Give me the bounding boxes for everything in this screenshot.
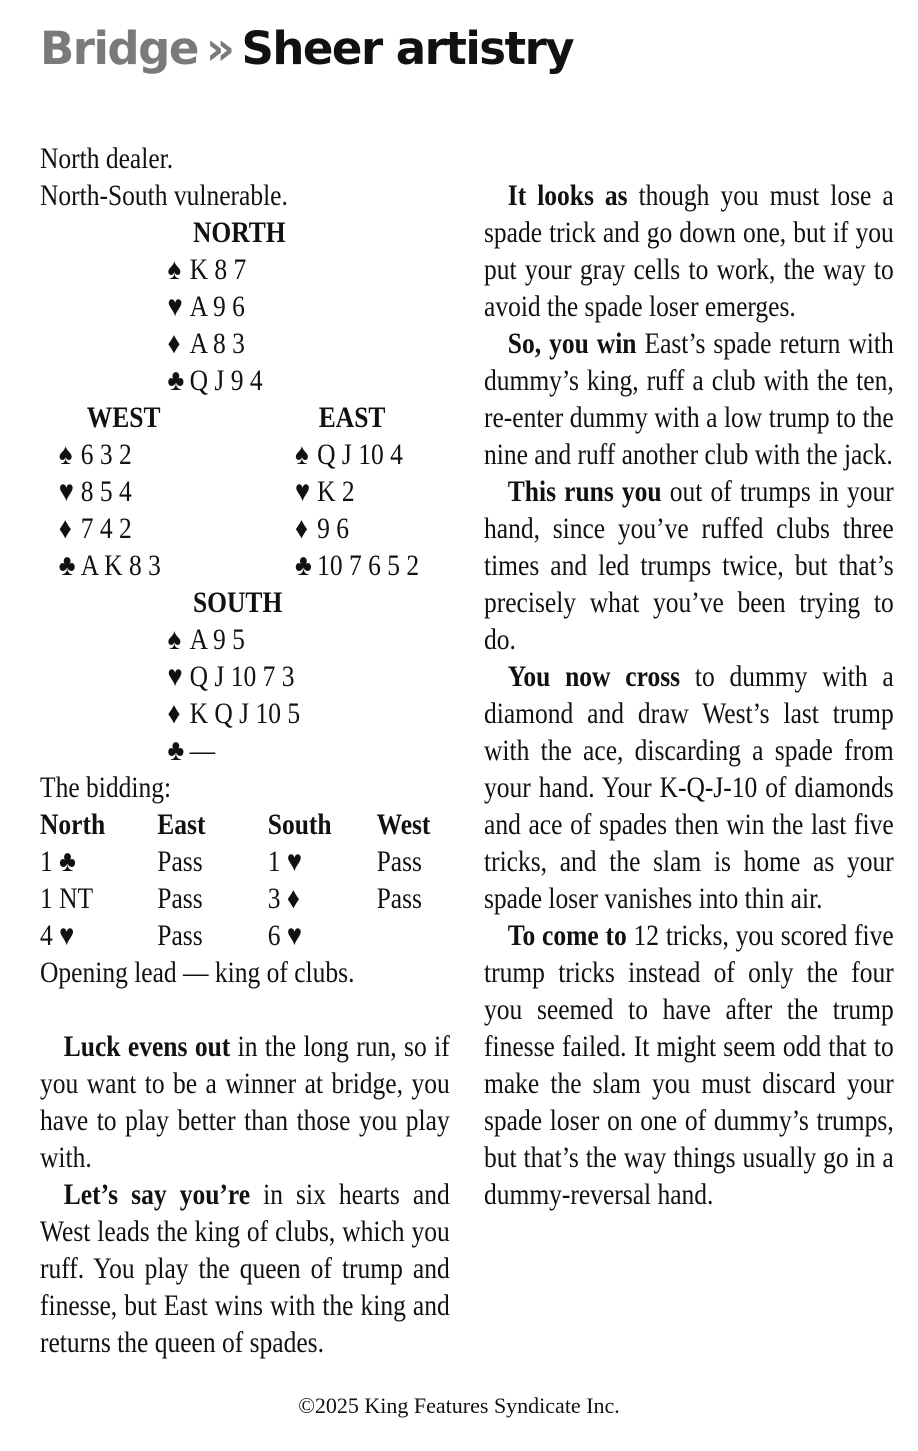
paragraph-text: out of trumps in your hand, since you’ve ruffed clubs three times and led trumps twice, but that’s precisely what you’ve been trying to do. [484, 475, 894, 656]
west-hearts: 8 5 4 [80, 475, 132, 508]
bidding-header-east: East [157, 808, 206, 841]
club-icon: ♣ [295, 549, 312, 582]
hand-clubs: — [189, 734, 216, 767]
paragraph-text: in the long run, so if you want to be a winner at bridge, you have to play better than those you play with. [40, 1030, 450, 1174]
west-spades: 6 3 2 [80, 438, 132, 471]
diamond-icon: ♦ [167, 697, 181, 730]
bidding-header-row [40, 806, 450, 843]
bid-cell: 4 ♥ [40, 919, 75, 952]
bidding-row [40, 843, 450, 880]
bid-cell: Pass [157, 845, 203, 878]
hand-spades: K 8 7 [189, 253, 247, 286]
bidding-header-south: South [267, 808, 332, 841]
paragraph-text: though you must lose a spade trick and go down one, but if you put your gray cells to work, the way to avoid the spade loser emerges. [484, 179, 894, 323]
spade-icon: ♠ [58, 438, 73, 471]
bid-cell: Pass [157, 882, 203, 915]
article-paragraph-2 [40, 1176, 450, 1361]
club-icon: ♣ [58, 549, 76, 582]
hand-hearts: A 9 6 [189, 290, 245, 323]
paragraph-lead: So, you win [507, 327, 637, 360]
club-icon: ♣ [167, 734, 185, 767]
hand-name: SOUTH [193, 586, 283, 619]
bid-cell: 1 ♥ [267, 845, 303, 878]
bidding-label: The bidding: [40, 771, 172, 804]
club-icon: ♣ [167, 364, 185, 397]
copyright-notice: ©2025 King Features Syndicate Inc. [298, 1393, 620, 1418]
spade-icon: ♠ [167, 253, 182, 286]
opening-lead: Opening lead — king of clubs. [40, 956, 355, 989]
east-hearts: K 2 [317, 475, 355, 508]
article-paragraph-3 [484, 177, 894, 325]
heart-icon: ♥ [295, 475, 311, 508]
article-paragraph-7 [484, 917, 894, 1213]
article-title [40, 16, 573, 82]
west-hand-name: WEST [86, 401, 161, 434]
heart-icon: ♥ [58, 475, 74, 508]
bid-cell: 1 ♣ [40, 845, 76, 878]
north-hand [40, 214, 450, 399]
paragraph-lead: To come to [507, 919, 627, 952]
bid-cell: Pass [376, 882, 422, 915]
south-hand [40, 584, 450, 769]
hand-name: NORTH [193, 216, 286, 249]
paragraph-lead: Luck evens out [63, 1030, 231, 1063]
bidding-row [40, 917, 450, 954]
article-paragraph-4 [484, 325, 894, 473]
paragraph-lead: This runs you [507, 475, 662, 508]
bid-cell: Pass [157, 919, 203, 952]
spade-icon: ♠ [295, 438, 309, 471]
article-paragraph-5 [484, 473, 894, 658]
paragraph-text: in six hearts and West leads the king of clubs, which you ruff. You play the queen of trump and finesse, but East wins with the king and returns the queen of spades. [40, 1178, 450, 1359]
paragraph-lead: You now cross [507, 660, 681, 693]
bidding-header-north: North [40, 808, 106, 841]
paragraph-text: 12 tricks, you scored five trump tricks instead of only the four you seemed to have after the trump finesse failed. It might seem odd that to make the slam you must discard your spade loser on one of dummy’s trumps, but that’s the way things usually go in a dummy-reversal hand. [484, 919, 894, 1211]
hand-diamonds: K Q J 10 5 [189, 697, 301, 730]
diamond-icon: ♦ [167, 327, 181, 360]
left-column [40, 140, 450, 1361]
west-clubs: A K 8 3 [80, 549, 161, 582]
vulnerability-line: North-South vulnerable. [40, 179, 288, 212]
right-column [484, 140, 894, 1213]
east-spades: Q J 10 4 [317, 438, 403, 471]
west-diamonds: 7 4 2 [80, 512, 132, 545]
diamond-icon: ♦ [58, 512, 72, 545]
bid-cell: 6 ♥ [267, 919, 303, 952]
hand-diamonds: A 8 3 [189, 327, 245, 360]
west-east-hands [40, 399, 450, 584]
paragraph-text: East’s spade return with dummy’s king, ruff a club with the ten, re-enter dummy with a low trump to the nine and ruff another club with the jack. [484, 327, 894, 471]
bidding-row [40, 880, 450, 917]
diamond-icon: ♦ [295, 512, 309, 545]
section-kicker: Bridge [40, 22, 198, 75]
paragraph-lead: It looks as [507, 179, 628, 212]
article-paragraph-1 [40, 1028, 450, 1176]
title-separator: » [205, 22, 234, 75]
paragraph-lead: Let’s say you’re [63, 1178, 251, 1211]
east-hand-name: EAST [318, 401, 386, 434]
article-paragraph-6 [484, 658, 894, 917]
hand-hearts: Q J 10 7 3 [189, 660, 295, 693]
bid-cell: Pass [376, 845, 422, 878]
headline: Sheer artistry [241, 22, 574, 75]
spade-icon: ♠ [167, 623, 182, 656]
hand-spades: A 9 5 [189, 623, 245, 656]
bidding-header-west: West [376, 808, 431, 841]
east-diamonds: 9 6 [317, 512, 349, 545]
east-clubs: 10 7 6 5 2 [317, 549, 420, 582]
paragraph-text: to dummy with a diamond and draw West’s last trump with the ace, discarding a spade from your hand. Your K-Q-J-10 of diamonds and ace of spades then win the last five tricks, and the slam is home as your spade loser vanishes into thin air. [484, 660, 894, 915]
dealer-line: North dealer. [40, 142, 174, 175]
heart-icon: ♥ [167, 290, 183, 323]
bid-cell: 1 NT [40, 882, 94, 915]
hand-clubs: Q J 9 4 [189, 364, 263, 397]
heart-icon: ♥ [167, 660, 183, 693]
bid-cell: 3 ♦ [267, 882, 300, 915]
